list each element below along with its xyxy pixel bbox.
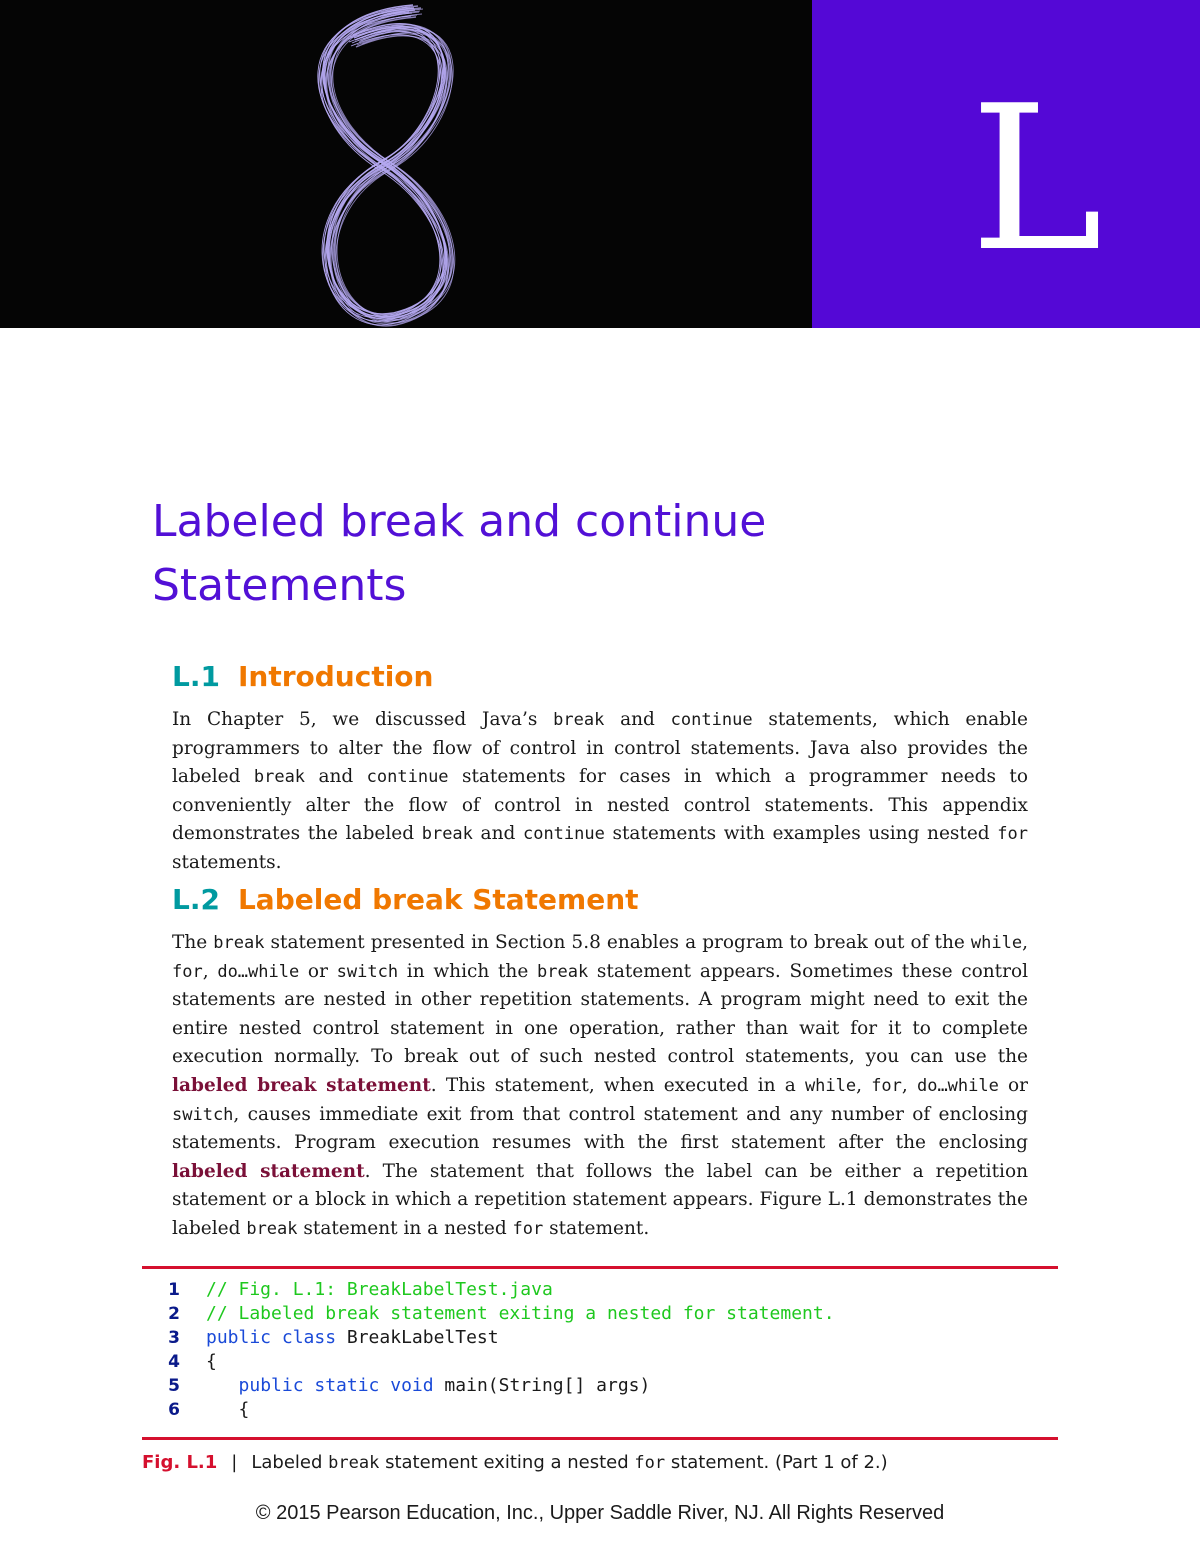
code-token: { [206,1399,250,1420]
copyright-notice: © 2015 Pearson Education, Inc., Upper Saddle River, NJ. All Rights Reserved [255,1502,945,1524]
text-run: and [604,709,671,730]
text-run: , [1022,932,1028,953]
section-number: L.2 [172,883,220,916]
code-token: main(String[] args) [433,1375,651,1396]
line-number: 4 [168,1352,180,1372]
inline-code: break [246,1218,298,1239]
text-run: . The statement that follows the label can be either a repetition statement or a block in which a repetition statement appears. Figure L.1 demonstrates the labeled [172,1160,1029,1239]
code-token: public class [206,1327,337,1348]
code-line [150,1398,835,1422]
section-number: L.1 [172,660,220,693]
code-line [150,1326,835,1350]
text-run: statement appears. Sometimes these control statements are nested in other repetition statements. A program might need to exit the entire nested control statement in one operation, rather than wait for it to complete execution normally. To break out of such nested control statements, you can use the [172,960,1029,1068]
text-run: statements with examples using nested [604,823,998,845]
figure-caption [142,1452,888,1473]
section-title: Labeled break Statement [237,883,639,916]
inline-code: break [421,824,473,845]
appendix-title-line1: Labeled break and continue [152,496,767,547]
inline-code: continue [670,710,753,730]
code-line [150,1374,835,1398]
inline-code: break [328,1453,380,1473]
text-run: , [856,1074,872,1096]
eight-stroke [326,17,448,326]
inline-code: break [213,933,265,953]
caption-separator: | [231,1452,238,1473]
text-run: statement. [543,1217,650,1239]
text-run: , [202,960,218,982]
text-run: or [998,1074,1029,1096]
eight-stroke [327,15,449,324]
inline-code: for [634,1453,666,1473]
code-token: // Labeled break statement exiting a nested for statement. [206,1303,835,1324]
eight-stroke [323,5,445,314]
caption-text [251,1452,887,1473]
chapter-letter: L [970,63,1103,296]
eight-stroke [324,8,446,317]
code-token [206,1374,239,1398]
inline-code: continue [522,824,605,845]
inline-code: switch [336,961,399,982]
text-run: , causes immediate exit from that control statement and any number of enclosing statements. Program execution resumes with the first statement after the enclosing [172,1103,1028,1154]
code-line [150,1278,835,1302]
text-run: Labeled [251,1452,329,1473]
figure-eight-art [270,0,500,328]
text-run: or [299,960,337,982]
code-token: public static void [238,1375,434,1396]
labeled-break-paragraph [172,929,1028,1244]
appendix-title-line2: Statements [152,560,407,611]
line-number: 2 [168,1304,180,1324]
inline-code: switch [172,1104,234,1125]
inline-code: break [537,961,589,982]
text-run: statement exiting a nested [379,1452,635,1473]
text-run: statements, which enable programmers to alter the flow of control in control statements. Java also provides the labeled [172,709,1028,788]
inline-code: break [553,710,605,730]
code-line [150,1350,835,1374]
listing-top-rule [142,1266,1058,1269]
inline-code: for [871,1075,902,1096]
text-run: . This statement, when executed in a [430,1074,805,1096]
figure-label: Fig. L.1 [142,1452,218,1473]
text-run: and [305,766,367,788]
section-title: Introduction [237,660,434,693]
text-run: statements. [172,851,282,873]
code-line [150,1302,835,1326]
inline-code: do…while [217,961,300,982]
text-run: in which the [398,960,538,982]
code-token: BreakLabelTest [336,1327,499,1348]
listing-bottom-rule [142,1437,1058,1440]
key-term: labeled statement [172,1160,365,1182]
inline-code: while [804,1075,857,1096]
key-term: labeled break statement [172,1074,431,1096]
code-token: // Fig. L.1: BreakLabelTest.java [206,1279,553,1300]
code-token: { [206,1351,217,1372]
code-listing [150,1278,835,1422]
inline-code: while [970,933,1023,953]
text-run: statements for cases in which a programmer needs to conveniently alter the flow of control in nested control statements. This appendix demonstrates the labeled [172,766,1028,845]
text-run: statement. (Part 1 of 2.) [665,1452,888,1473]
appendix-title [152,490,1052,618]
inline-code: continue [366,767,449,788]
inline-code: for [997,824,1028,845]
line-number: 1 [168,1280,180,1300]
line-number: 5 [168,1376,180,1396]
text-run: and [472,823,523,845]
intro-paragraph [172,706,1028,878]
text-run: statement in a nested [297,1217,513,1239]
text-run: statement presented in Section 5.8 enables a program to break out of the [264,932,971,953]
line-number: 3 [168,1328,180,1348]
inline-code: for [172,961,203,982]
inline-code: break [253,767,306,788]
chapter-banner [0,0,1200,328]
text-run: The [172,932,214,953]
section-heading-introduction [172,660,433,693]
text-run: In Chapter 5, we discussed Java’s [172,709,554,730]
inline-code: do…while [916,1075,999,1096]
eight-stroke [331,8,453,317]
line-number: 6 [168,1400,180,1420]
section-heading-labeled-break [172,883,639,916]
inline-code: for [512,1218,544,1239]
text-run: , [901,1074,917,1096]
